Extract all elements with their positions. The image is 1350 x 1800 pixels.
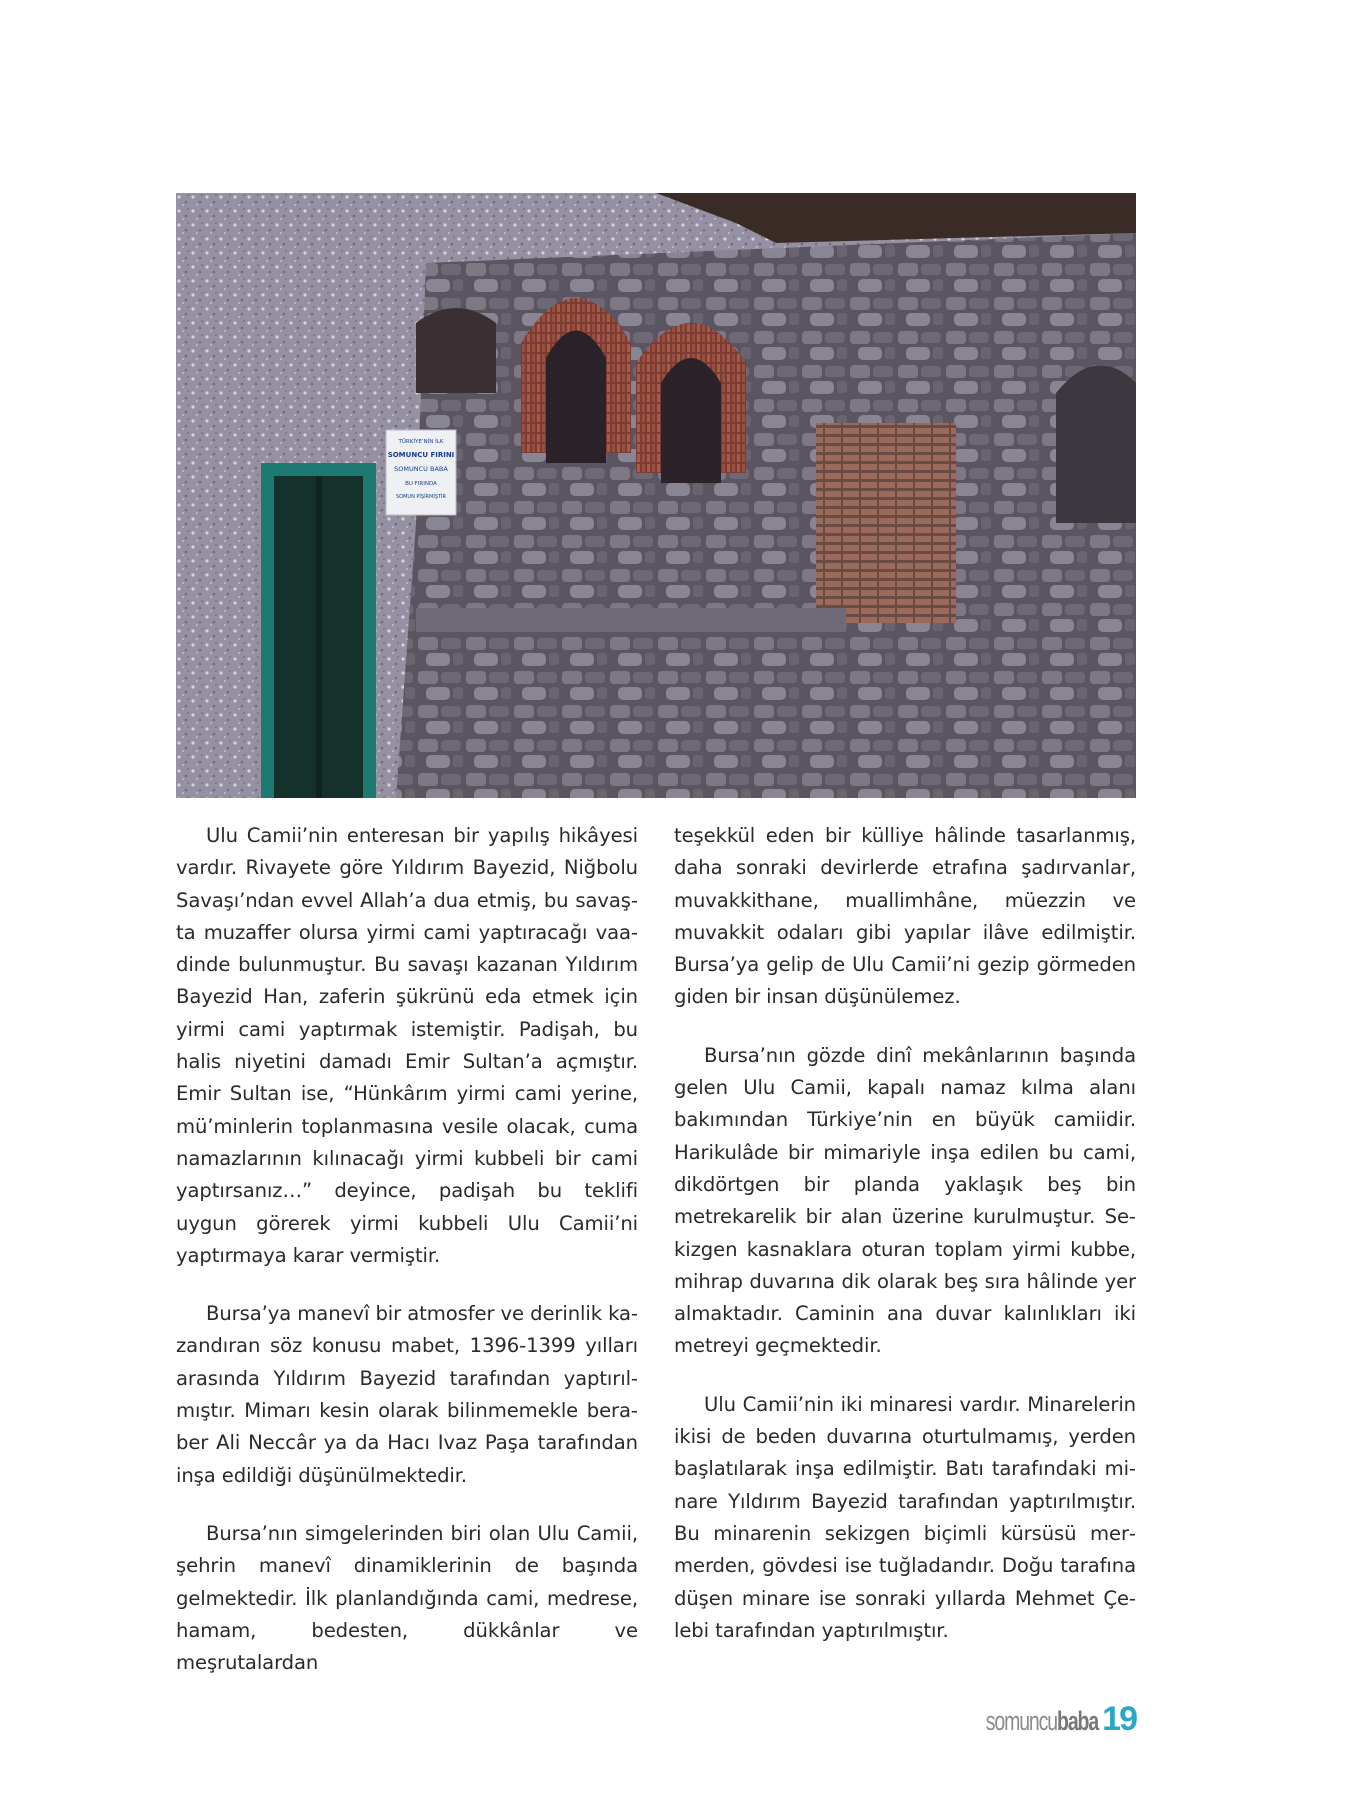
logo-light: somuncu	[985, 1706, 1058, 1736]
stone-masonry	[396, 233, 1136, 798]
paragraph: Ulu Camii’nin iki minaresi vardır. Minarelerin ikisi de beden duvarına oturtulmamış, yerden başlatılarak inşa edilmiştir. Batı tarafındaki minare Yıldırım Bayezid tarafından yaptırılmıştır. Bu minarenin sekizgen biçimli kürsüsü mermerden, gövdesi ise tuğladandır. Doğu tarafına düşen minare ise sonraki yıllarda Mehmet Çelebi tarafından yaptırılmıştır.	[674, 1392, 1136, 1642]
arch-niche	[661, 358, 721, 483]
magazine-logo	[986, 1706, 1098, 1737]
paragraph: Bursa’nın gözde dinî mekânlarının başında gelen Ulu Camii, kapalı namaz kılma alanı bakımından Türkiye’nin en büyük camiidir. Harikulâde bir mimariyle inşa edilen bu cami, dikdörtgen bir planda yaklaşık beş bin metrekarelik bir alan üzerine kurulmuştur. Sekizgen kasnaklara oturan toplam yirmi kubbe, mihrap duvarına dik olarak beş sıra hâlinde yer almaktadır. Caminin ana duvar kalınlıkları iki metreyi geçmektedir.	[674, 1043, 1136, 1358]
sign-line: SOMUNCU BABA	[394, 465, 448, 473]
paragraph: Bursa’nın simgelerinden biri olan Ulu Camii, şehrin manevî dinamiklerinin de başında gelmektedir. İlk planlandığında cami, medrese, hamam, bedesten, dükkânlar ve meşrutalardan	[176, 1521, 638, 1675]
somuncu-sign	[386, 430, 456, 515]
paragraph: teşekkül eden bir külliye hâlinde tasarlanmış, daha sonraki devirlerde etrafına şadırvanlar, muvakkithane, muallimhâne, müezzin ve muvakkit odaları gibi yapılar ilâve edilmiştir. Bursa’ya gelip de Ulu Camii’ni gezip görmeden giden bir insan düşünülemez.	[674, 824, 1136, 1009]
arch-niche	[416, 308, 496, 393]
sign-line: SOMUNCU FIRINI	[387, 451, 455, 459]
logo-bold: baba	[1057, 1706, 1099, 1736]
sign-line: SOMUN PİŞİRMİŞTİR	[396, 494, 446, 500]
page-number: 19	[1102, 1700, 1136, 1738]
page-footer	[942, 1700, 1136, 1740]
article-column-left	[176, 820, 638, 1705]
sign-line: BU FIRINDA	[405, 481, 437, 487]
mosque-wall-photo	[176, 193, 1136, 798]
article-column-right	[674, 820, 1136, 1673]
arch-niche	[1056, 365, 1136, 523]
stone-ledge	[416, 608, 846, 632]
brick-panel	[816, 423, 956, 623]
arch-niche	[546, 331, 606, 464]
sign-line: TÜRKİYE’NİN İLK	[398, 439, 444, 445]
paragraph: Bursa’ya manevî bir atmosfer ve derinlik kazandıran söz konusu mabet, 1396-1399 yılları arasında Yıldırım Bayezid tarafından yaptırılmıştır. Mimarı kesin olarak bilinmemekle beraber Ali Neccâr ya da Hacı Ivaz Paşa tarafından inşa edildiği düşünülmektedir.	[176, 1302, 638, 1487]
paragraph: Ulu Camii’nin enteresan bir yapılış hikâyesi vardır. Rivayete göre Yıldırım Bayezid, Niğbolu Savaşı’ndan evvel Allah’a dua etmiş, bu savaşta muzaffer olursa yirmi cami yaptıracağı vaadinde bulunmuştur. Bu savaşı kazanan Yıldırım Bayezid Han, zaferin şükrünü eda etmek için yirmi cami yaptırmak istemiştir. Padişah, bu halis niyetini damadı Emir Sultan’a açmıştır. Emir Sultan ise, “Hünkârım yirmi cami yerine, mü’minlerin toplanmasına vesile olacak, cuma namazlarının kılınacağı yirmi kubbeli bir cami yaptırsanız…” deyince, padişah bu teklifi uygun görerek yirmi kubbeli Ulu Camii’ni yaptırmaya karar vermiştir.	[176, 824, 638, 1267]
